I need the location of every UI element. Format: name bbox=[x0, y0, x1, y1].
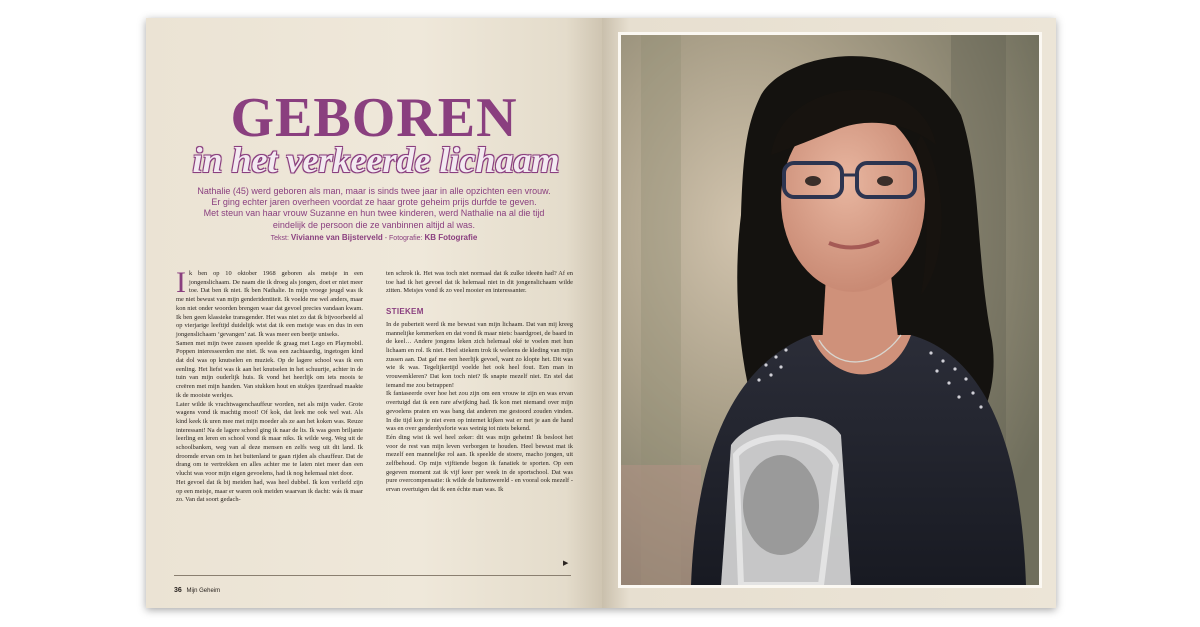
article-paragraph: Ik ben op 10 oktober 1968 geboren als meisje in een jongenslichaam. De naam die ik droeg als jongen, doet er niet meer toe. Dat ben ik niet. Ik ben Nathalie. In mijn vroege jeugd was ik me niet bewust van mijn genderidentiteit. Ik voelde me wel anders, maar kon niet onder woorden brengen waar dat gevoel precies vandaan kwam. Ik ben geen klassieke transgender. Het was niet zo dat ik bijvoorbeeld al op vierjarige leeftijd duidelijk wist dat ik een meisje was en dus in een jongenslichaam ‘gevangen’ zat. Ik was meer een beetje uniseks. bbox=[176, 266, 363, 338]
page-number: 36 bbox=[174, 587, 182, 594]
footer-rule bbox=[174, 575, 571, 576]
page-footer bbox=[174, 587, 220, 594]
article-paragraph: Later wilde ik vrachtwagenchauffeur worden, net als mijn vader. Grote wagens vond ik machtig mooi! Of kok, dat leek me ook wel wat. Als kind keek ik uren mee met mijn moeder als ze aan het koken was. Reuze interessant! Na de lagere school ging ik naar de lts. Ik was geen briljante leerling en leren en school vond ik maar niks. Ik wilde weg. Weg uit de schoolbanken, weg van al deze mensen en zelfs weg uit dit land. Ik droomde ervan om in het buitenland te gaan rijden als chauffeur. Dat de drang om te vertrekken en alles achter me te laten niet meer dan een vlucht was voor mijn eigen gevoelens, had ik nog helemaal niet door. bbox=[176, 400, 363, 478]
magazine-spread bbox=[146, 18, 1056, 608]
intro-line: Met steun van haar vrouw Suzanne en hun twee kinderen, werd Nathalie na al die tijd bbox=[203, 208, 545, 219]
article-paragraph: Eén ding wist ik wel heel zeker: dit was mijn geheim! Ik besloot het voor de rest van mijn leven verborgen te houden. Heel bewust mat ik mezelf een mannelijke rol aan. Ik speelde de stoere, macho jongen, uit zelfbehoud. Op mijn vijftiende begon ik fanatiek te sporten. Op een gegeven moment zat ik vijf keer per week in de sportschool. Dat was pure overcompensatie: ik wilde de buitenwereld - en vooral ook mezelf - ervan overtuigen dat ik een échte man was. Ik bbox=[386, 433, 573, 494]
intro-line: eindelijk de persoon die ze vanbinnen altijd al was. bbox=[272, 219, 476, 230]
drop-cap: I bbox=[176, 266, 186, 299]
headline-subtitle: in het verkeerde lichaam bbox=[192, 140, 560, 180]
article-column-2 bbox=[386, 270, 573, 495]
byline bbox=[186, 233, 562, 242]
portrait-image bbox=[621, 35, 1039, 585]
article-paragraph: In de puberteit werd ik me bewust van mijn lichaam. Dat van mij kreeg mannelijke kenmerken en dat vond ik maar niets: baardgroei, de baard in de keel… Andere jongens leken zich helemaal oké te voelen met hun lichaam en rol. Ik niet. Heel stiekem trok ik weleens de kleding van mijn zussen aan. Dat gaf me een heerlijk gevoel, want zo klopte het. Dit was wie ik was. Tegelijkertijd voelde het ook heel fout. Een man in vrouwenkleren? Dat kon toch niet? Ik snapte mezelf niet. En stel dat iemand me zou betrappen! bbox=[386, 320, 573, 389]
intro-line: Nathalie (45) werd geboren als man, maar is sinds twee jaar in alle opzichten een vrouw. bbox=[197, 186, 551, 196]
byline-photographer: KB Fotografie bbox=[424, 233, 478, 242]
byline-text-label: Tekst: bbox=[270, 235, 289, 242]
article-paragraph: ten schrok ik. Het was toch niet normaal dat ik zulke ideeën had? Af en toe had ik het gevoel dat ik helemaal niet in dit jongenslichaam wilde zitten. Meisjes vond ik zo veel mooier en interessanter. bbox=[386, 270, 573, 295]
intro-paragraph bbox=[186, 186, 562, 231]
byline-separator: - Fotografie: bbox=[382, 235, 423, 242]
article-paragraph: Het gevoel dat ik bij meiden had, was heel dubbel. Ik kon verliefd zijn op een meisje, maar er waren ook meiden waarvan ik dacht: wás ik maar zo. Van dat soort gedach- bbox=[176, 478, 363, 504]
article-paragraph: Samen met mijn twee zussen speelde ik graag met Lego en Playmobil. Poppen interesseerden me niet. Ik was een zachtaardig, ingetogen kind dat dol was op knutselen en muziek. Op de lagere school was ik een eenling. Het liefst was ik aan het knutselen in het schuurtje, achter in de tuin van mijn ouderlijk huis. Ik vond het heerlijk om iets moois te creëren met mijn handen. Van stukken hout en stukjes ijzerdraad maakte ik de mooiste werkjes. bbox=[176, 339, 363, 399]
intro-line: Er ging echter jaren overheen voordat ze haar grote geheim prijs durfde te geven. bbox=[211, 197, 537, 208]
byline-author: Vivianne van Bijsterveld bbox=[290, 233, 383, 242]
article-paragraph: Ik fantaseerde over hoe het zou zijn om een vrouw te zijn en was ervan overtuigd dat ik een rare afwijking had. Ik kon met niemand over mijn gevoelens praten en was bang dat anderen me gestoord zouden vinden. In die tijd kon je niet even op internet kijken wat er met je aan de hand was en over genderdysforie was weinig tot niets bekend. bbox=[386, 390, 573, 433]
section-subheading: STIEKEM bbox=[386, 307, 424, 317]
article-column-1 bbox=[176, 266, 363, 505]
continue-arrow-icon: ▶ bbox=[563, 559, 569, 567]
section-name: Mijn Geheim bbox=[186, 588, 221, 594]
portrait-photo bbox=[618, 32, 1042, 588]
left-page bbox=[146, 18, 602, 608]
headline: GEBOREN bbox=[230, 87, 518, 149]
right-page bbox=[602, 18, 1056, 608]
